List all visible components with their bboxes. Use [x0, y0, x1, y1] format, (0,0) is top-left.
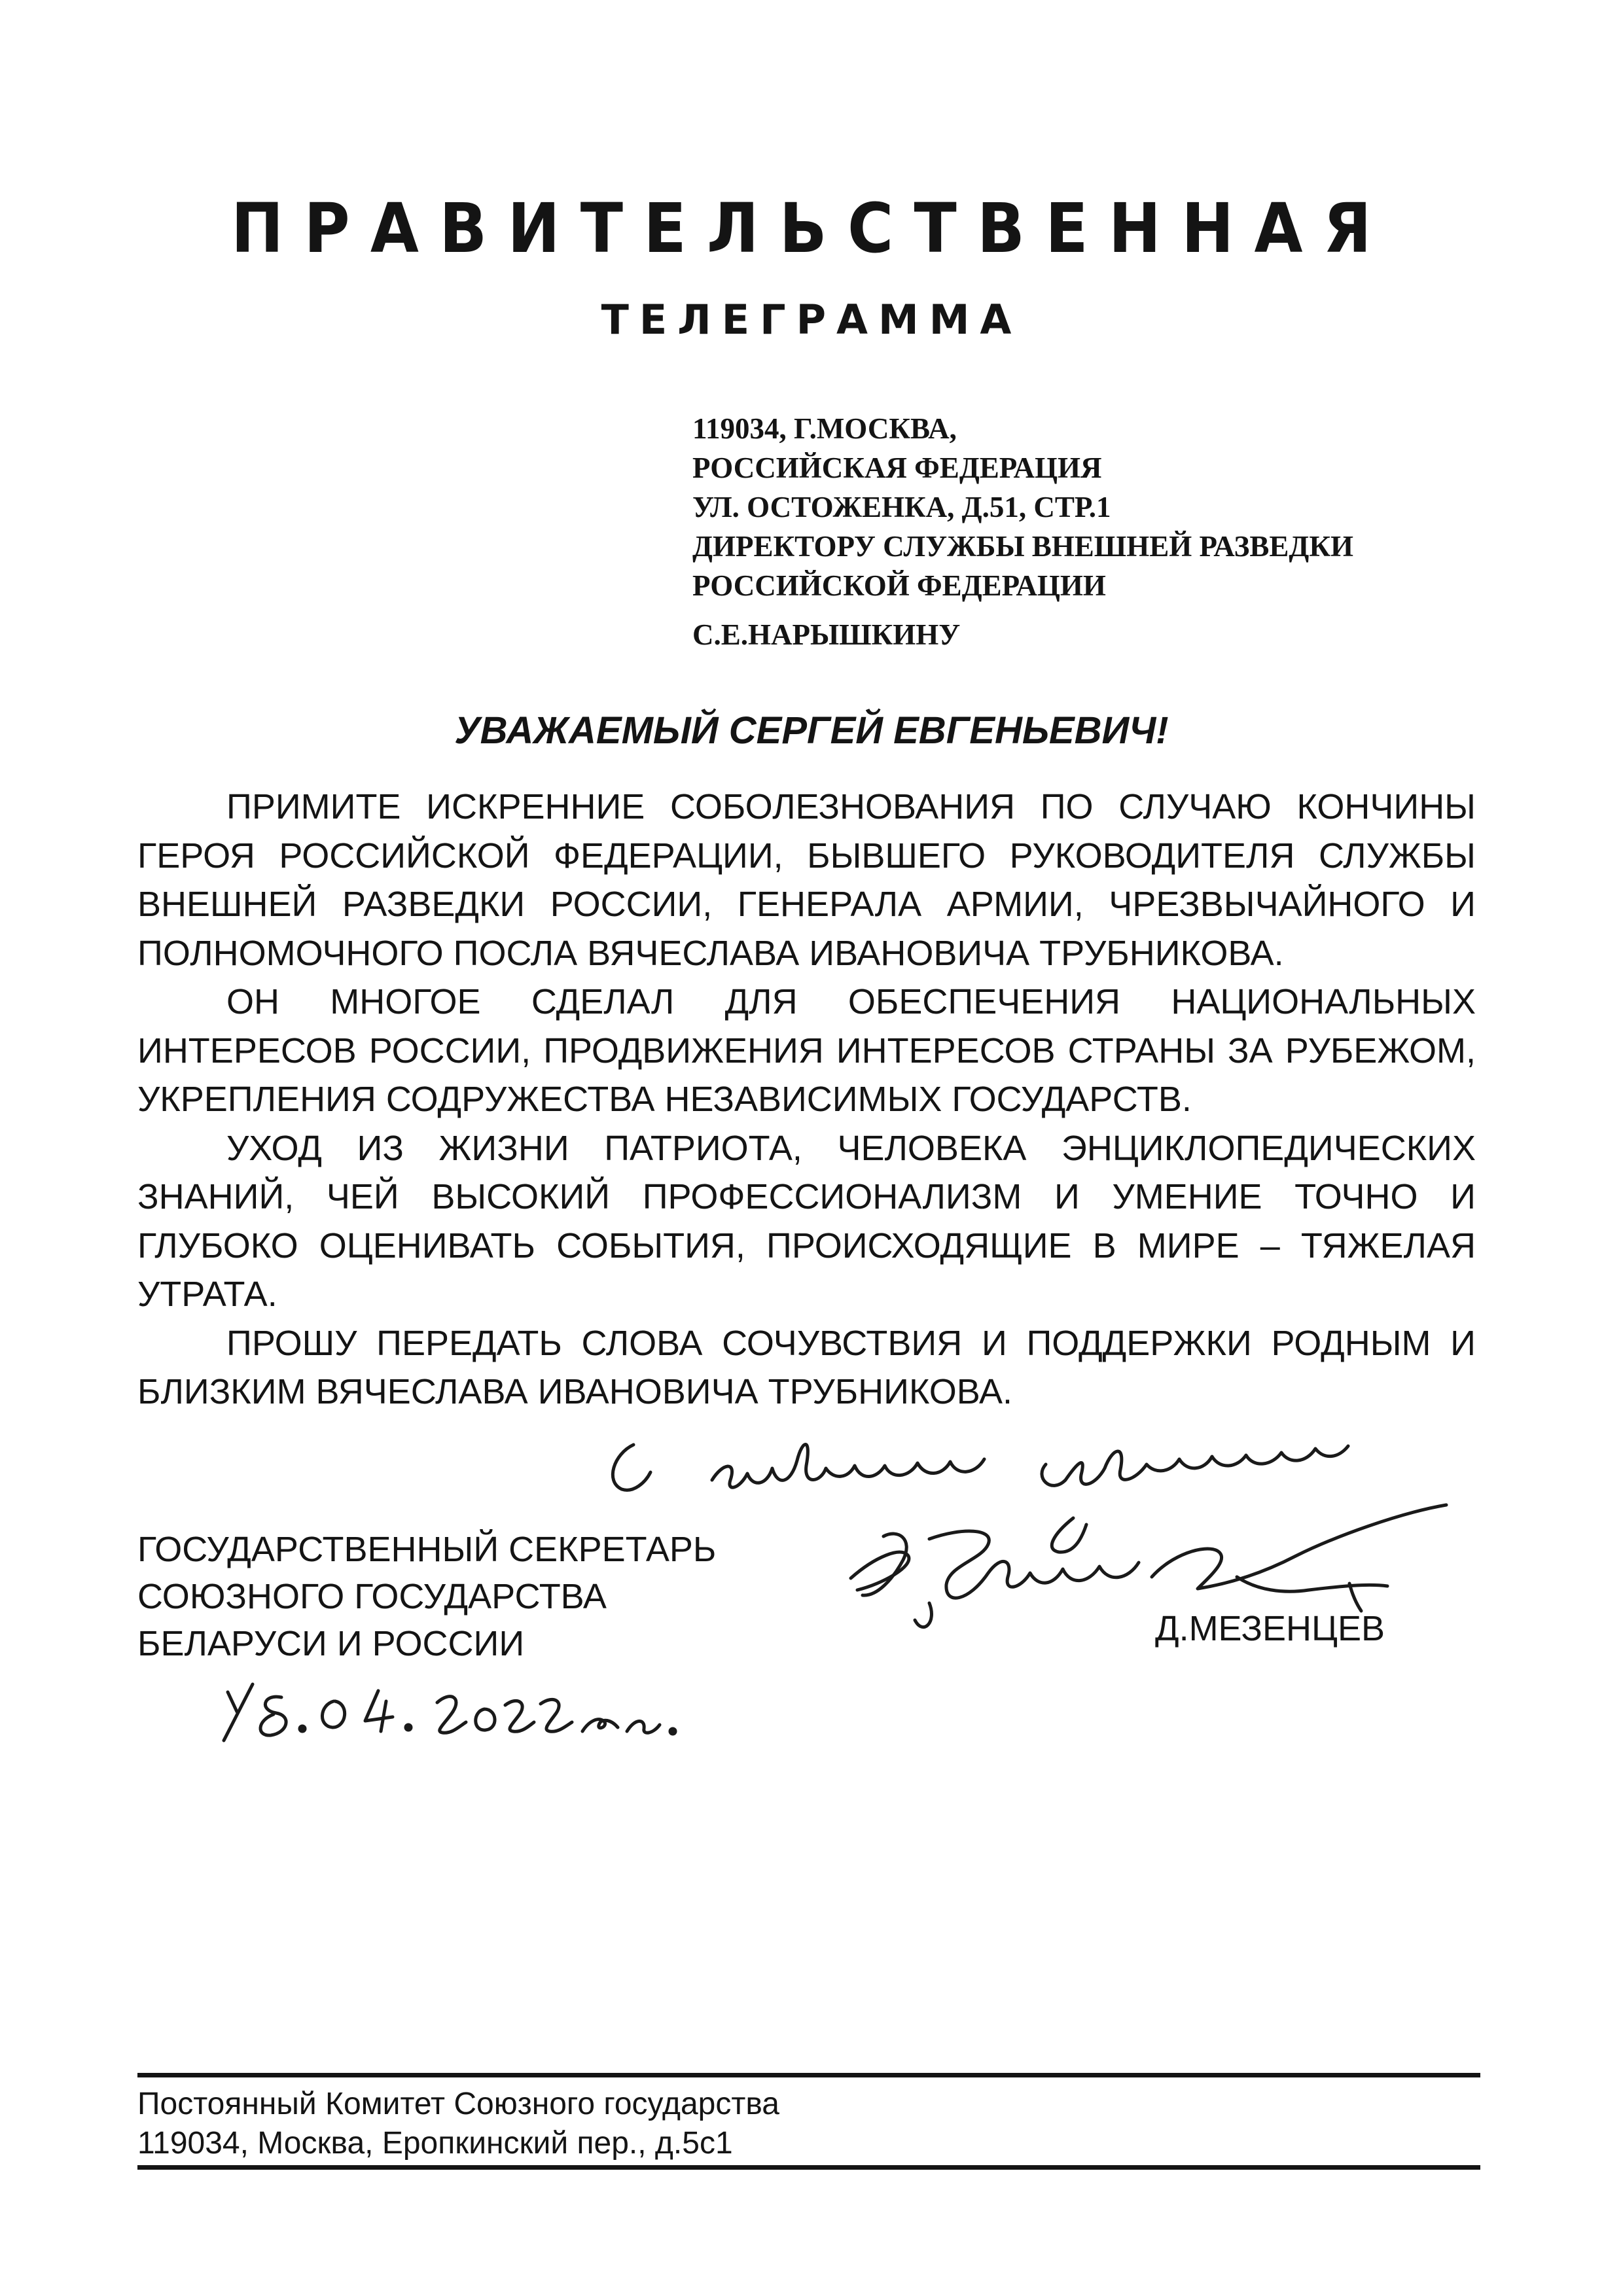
telegram-title: ПРАВИТЕЛЬСТВЕННАЯ: [231, 188, 1392, 268]
body-paragraph: ПРОШУ ПЕРЕДАТЬ СЛОВА СОЧУВСТВИЯ И ПОДДЕРЖКИ РОДНЫМ И БЛИЗКИМ ВЯЧЕСЛАВА ИВАНОВИЧА ТРУБНИКОВА.: [137, 1323, 1476, 1411]
footer-divider-bottom: [137, 2165, 1480, 2170]
signatory-title: [137, 1526, 716, 1667]
recipient-address: [692, 409, 1543, 527]
recipient-name: [692, 615, 1543, 654]
address-line: УЛ. ОСТОЖЕНКА, Д.51, СТР.1: [692, 491, 1111, 523]
signatory-title-line: СОЮЗНОГО ГОСУДАРСТВА: [137, 1577, 607, 1616]
body-paragraph: ОН МНОГОЕ СДЕЛАЛ ДЛЯ ОБЕСПЕЧЕНИЯ НАЦИОНАЛЬНЫХ ИНТЕРЕСОВ РОССИИ, ПРОДВИЖЕНИЯ ИНТЕРЕСОВ СТРАНЫ ЗА РУБЕЖОМ, УКРЕПЛЕНИЯ СОДРУЖЕСТВА НЕЗАВИСИМЫХ ГОСУДАРСТВ.: [137, 982, 1476, 1119]
handwritten-closing: [613, 1444, 1348, 1552]
footer: [137, 2085, 779, 2163]
address-line: 119034, Г.МОСКВА,: [692, 412, 957, 445]
letter-body: [137, 783, 1476, 1417]
salutation: УВАЖАЕМЫЙ СЕРГЕЙ ЕВГЕНЬЕВИЧ!: [454, 709, 1169, 752]
address-line: РОССИЙСКАЯ ФЕДЕРАЦИЯ: [692, 451, 1102, 484]
signatory-title-line: БЕЛАРУСИ И РОССИИ: [137, 1624, 525, 1663]
signatory-title-line: ГОСУДАРСТВЕННЫЙ СЕКРЕТАРЬ: [137, 1530, 717, 1569]
signatory-name: Д.МЕЗЕНЦЕВ: [1155, 1609, 1385, 1648]
footer-line: Постоянный Комитет Союзного государства: [137, 2087, 779, 2121]
telegram-subtitle: ТЕЛЕГРАММА: [601, 296, 1022, 344]
body-paragraph: УХОД ИЗ ЖИЗНИ ПАТРИОТА, ЧЕЛОВЕКА ЭНЦИКЛОПЕДИЧЕСКИХ ЗНАНИЙ, ЧЕЙ ВЫСОКИЙ ПРОФЕССИОНАЛИЗМ И УМЕНИЕ ТОЧНО И ГЛУБОКО ОЦЕНИВАТЬ СОБЫТИЯ, ПРОИСХОДЯЩИЕ В МИРЕ – ТЯЖЕЛАЯ УТРАТА.: [137, 1128, 1476, 1314]
body-paragraph: ПРИМИТЕ ИСКРЕННИЕ СОБОЛЕЗНОВАНИЯ ПО СЛУЧАЮ КОНЧИНЫ ГЕРОЯ РОССИЙСКОЙ ФЕДЕРАЦИИ, БЫВШЕГО РУКОВОДИТЕЛЯ СЛУЖБЫ ВНЕШНЕЙ РАЗВЕДКИ РОССИИ, ГЕНЕРАЛА АРМИИ, ЧРЕЗВЫЧАЙНОГО И ПОЛНОМОЧНОГО ПОСЛА ВЯЧЕСЛАВА ИВАНОВИЧА ТРУБНИКОВА.: [137, 787, 1476, 973]
handwritten-date: [224, 1684, 675, 1740]
footer-divider-top: [137, 2073, 1480, 2077]
recipient-title-line: ДИРЕКТОРУ СЛУЖБЫ ВНЕШНЕЙ РАЗВЕДКИ: [692, 530, 1353, 563]
recipient-title-line: РОССИЙСКОЙ ФЕДЕРАЦИИ: [692, 569, 1106, 602]
recipient-name-text: С.Е.НАРЫШКИНУ: [692, 618, 961, 651]
recipient-title: [692, 527, 1543, 605]
footer-line: 119034, Москва, Еропкинский пер., д.5с1: [137, 2126, 733, 2161]
